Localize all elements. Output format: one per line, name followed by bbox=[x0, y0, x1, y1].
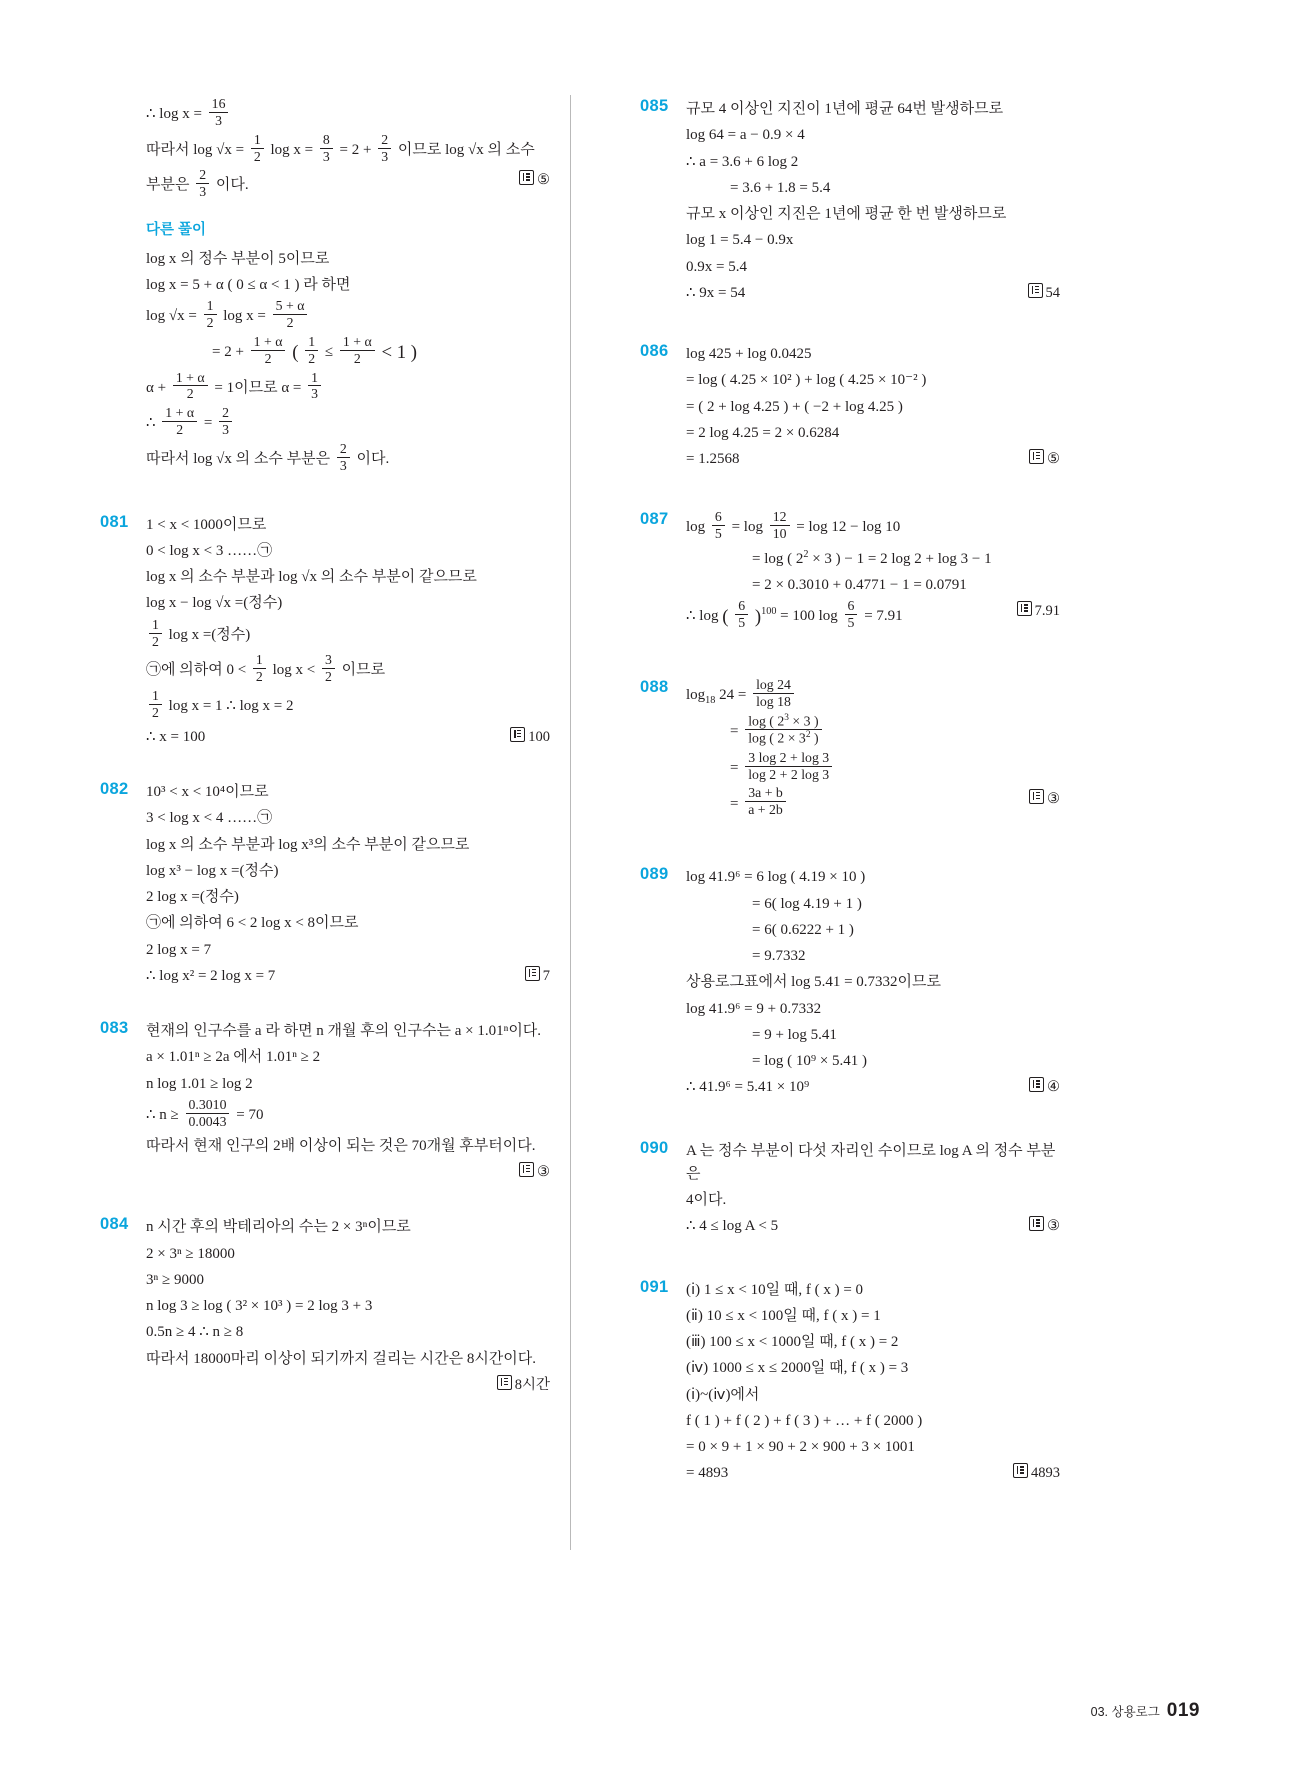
fraction: $\frac{1 + \alpha}{2}$ bbox=[251, 334, 286, 367]
solution-body bbox=[686, 340, 1060, 474]
sol-line: 4이다. bbox=[686, 1192, 727, 1208]
fraction: $\frac{1 + \alpha}{2}$ bbox=[173, 370, 208, 403]
answer-mark: 7 bbox=[525, 965, 550, 987]
sol-line: $\frac{1}{2}$ log x =(정수) bbox=[146, 619, 550, 652]
sol-line: = log ( 4.25 × 10² ) + log ( 4.25 × 10⁻² ) bbox=[686, 372, 927, 389]
two-column-layout bbox=[100, 95, 1200, 1615]
sol-line: = 6( log 4.19 + 1 ) bbox=[752, 895, 862, 912]
solution-091 bbox=[640, 1276, 1060, 1489]
sol-line: ㉠에 의하여 0 < $\frac{1}{2}$ log x < $\frac{3}{2}$ 이므로 bbox=[146, 652, 386, 685]
fraction: $\frac{6}{5}$ bbox=[712, 509, 725, 542]
fraction: $\frac{16}{3}$ bbox=[209, 96, 229, 129]
answer-mark: 54 bbox=[1028, 282, 1061, 304]
fraction: $\frac{1}{2}$ bbox=[204, 298, 217, 331]
sol-line: n 시간 후의 박테리아의 수는 2 × 3ⁿ이므로 bbox=[146, 1219, 411, 1236]
continuation-line-1 bbox=[146, 95, 550, 131]
book-icon bbox=[1028, 283, 1043, 298]
alt-line-3: log √x = $\frac{1}{2}$ log x = $\frac{5 + \alpha}{2}$ bbox=[146, 300, 550, 333]
solution-085 bbox=[640, 95, 1060, 308]
solution-089 bbox=[640, 863, 1060, 1102]
sol-line: a × 1.01ⁿ ≥ 2a 에서 1.01ⁿ ≥ 2 bbox=[146, 1049, 321, 1066]
sol-line: $\log_{18} 24$ = $\frac{\log 24}{\log 18}$ bbox=[686, 679, 1060, 712]
solution-body bbox=[686, 676, 1060, 823]
alt-line-5: α + $\frac{1 + \alpha}{2}$ = 1이므로 α = $\frac{1}{3}$ bbox=[146, 372, 550, 405]
sol-line: 상용로그표에서 log 5.41 = 0.7332이므로 bbox=[686, 974, 942, 991]
sol-line: 7.91 ∴ log ( $\frac{6}{5}$ )$^{100}$ = 100 log $\frac{6}{5}$ = 7.91 bbox=[686, 598, 1060, 631]
solution-087 bbox=[640, 508, 1060, 636]
book-icon bbox=[510, 727, 525, 742]
sol-line: log x³ − log x =(정수) bbox=[146, 862, 279, 879]
sol-line: = log ( 10⁹ × 5.41 ) bbox=[752, 1053, 868, 1069]
sol-line: = log ( $2^2 \times 3$ ) − 1 = 2 log 2 + log 3 − 1 bbox=[752, 548, 992, 567]
sol-line: (ⅰ)~(ⅳ)에서 bbox=[686, 1386, 760, 1403]
book-icon bbox=[525, 966, 540, 981]
fraction: $\frac{2}{3}$ bbox=[337, 441, 350, 474]
sol-line: ③ ∴ 4 ≤ log A < 5 bbox=[686, 1215, 1060, 1238]
sol-line: 0.9x = 5.4 bbox=[686, 258, 747, 275]
sol-line: = ( 2 + log 4.25 ) + ( −2 + log 4.25 ) bbox=[686, 398, 903, 415]
fraction: $\frac{3 \log 2 + \log 3}{\log 2 + 2 \log 3}$ bbox=[745, 750, 832, 783]
sol-line: log x 의 소수 부분과 log √x 의 소수 부분이 같으므로 bbox=[146, 569, 477, 586]
sol-line: 2 log x = 7 bbox=[146, 941, 212, 958]
solution-088 bbox=[640, 676, 1060, 823]
continuation-num-placeholder bbox=[100, 95, 146, 97]
sol-line: 따라서 18000마리 이상이 되기까지 걸리는 시간은 8시간이다. bbox=[146, 1350, 537, 1367]
solution-body bbox=[686, 95, 1060, 308]
problem-number: 083 bbox=[100, 1019, 129, 1038]
sol-line: = $\frac{\log ( 2^3 \times 3 )}{\log ( 2 \times 3^2 )}$ bbox=[686, 715, 1060, 749]
right-column bbox=[580, 95, 1060, 1615]
sol-line: log $\frac{6}{5}$ = log $\frac{12}{10}$ = log 12 − log 10 bbox=[686, 509, 901, 542]
solution-090 bbox=[640, 1137, 1060, 1242]
alt-line-4: = 2 + $\frac{1 + \alpha}{2}$ ( $\frac{1}{2}$ ≤ $\frac{1 + \alpha}{2}$ < 1 ) bbox=[212, 333, 418, 366]
sol-line: = 6( 0.6222 + 1 ) bbox=[752, 921, 854, 938]
page-footer bbox=[1091, 1700, 1200, 1722]
solution-body bbox=[146, 1017, 550, 1183]
fraction: $\frac{1}{2}$ bbox=[305, 334, 318, 367]
fraction: $\frac{1}{2}$ bbox=[251, 132, 264, 165]
sol-line: = 2 × 0.3010 + 0.4771 − 1 = 0.0791 bbox=[752, 577, 967, 594]
solution-body bbox=[686, 863, 1060, 1102]
sol-line: = 9.7332 bbox=[752, 948, 806, 964]
sol-line: (ⅳ) 1000 ≤ x ≤ 2000일 때, f ( x ) = 3 bbox=[686, 1360, 909, 1377]
sol-line: 2 × 3ⁿ ≥ 18000 bbox=[146, 1245, 235, 1262]
book-icon bbox=[519, 1162, 534, 1177]
fraction: $\frac{6}{5}$ bbox=[735, 598, 748, 631]
sol-line: ⑤ = 1.2568 bbox=[686, 448, 1060, 471]
fraction: $\frac{5 + \alpha}{2}$ bbox=[273, 298, 308, 331]
answer-mark: ③ bbox=[146, 1161, 550, 1183]
sol-line: ∴ a = 3.6 + 6 log 2 bbox=[686, 153, 799, 170]
sol-line: 1 < x < 1000이므로 bbox=[146, 516, 267, 533]
fraction: $\frac{\log ( 2^3 \times 3 )}{\log ( 2 \times 3^2 )}$ bbox=[745, 713, 821, 747]
sol-line: 100 ∴ x = 100 bbox=[146, 726, 550, 749]
fraction: $\frac{6}{5}$ bbox=[845, 598, 858, 631]
sol-line: n log 3 ≥ log ( 3² × 10³ ) = 2 log 3 + 3 bbox=[146, 1298, 373, 1315]
sol-line: = 0 × 9 + 1 × 90 + 2 × 900 + 3 × 1001 bbox=[686, 1439, 915, 1455]
column-divider bbox=[570, 95, 571, 1550]
sol-line: 현재의 인구수를 a 라 하면 n 개월 후의 인구수는 a × 1.01ⁿ이다. bbox=[146, 1023, 542, 1040]
continuation-block bbox=[100, 95, 550, 479]
sol-line: log 41.9⁶ = 6 log ( 4.19 × 10 ) bbox=[686, 869, 866, 886]
sol-line: 2 log x =(정수) bbox=[146, 889, 239, 906]
alt-line-2: log x = 5 + α ( 0 ≤ α < 1 ) 라 하면 bbox=[146, 276, 351, 293]
sol-line: 10³ < x < 10⁴이므로 bbox=[146, 784, 269, 801]
sol-line: 7 ∴ log x² = 2 log x = 7 bbox=[146, 965, 550, 988]
left-column bbox=[100, 95, 580, 1615]
alternate-solution-heading: 다른 풀이 bbox=[146, 222, 207, 239]
fraction: $\frac{2}{3}$ bbox=[219, 405, 232, 438]
sol-line: f ( 1 ) + f ( 2 ) + f ( 3 ) + … + f ( 2000 ) bbox=[686, 1412, 923, 1429]
fraction: $\frac{1}{2}$ bbox=[253, 652, 266, 685]
fraction: $\frac{3}{2}$ bbox=[322, 652, 335, 685]
sol-line: A 는 정수 부분이 다섯 자리인 수이므로 log A 의 정수 부분은 bbox=[686, 1142, 1056, 1182]
sol-line: 0 < log x < 3 ……㉠ bbox=[146, 542, 273, 559]
answer-mark: 8시간 bbox=[146, 1374, 550, 1396]
sol-line: ∴ n ≥ $\frac{0.3010}{0.0043}$ = 70 bbox=[146, 1096, 264, 1129]
sol-line: 0.5n ≥ 4 ∴ n ≥ 8 bbox=[146, 1324, 244, 1341]
problem-number: 089 bbox=[640, 865, 669, 884]
sol-line: (ⅲ) 100 ≤ x < 1000일 때, f ( x ) = 2 bbox=[686, 1334, 899, 1350]
sol-line: log x 의 소수 부분과 log x³의 소수 부분이 같으므로 bbox=[146, 836, 470, 853]
continuation-line-2: 따라서 log √x = $\frac{1}{2}$ log x = $\frac{8}{3}$ = 2 + $\frac{2}{3}$ 이므로 log √x 의 소수 bbox=[146, 131, 535, 164]
continuation-line-3: ⑤ 부분은 $\frac{2}{3}$ 이다. bbox=[146, 167, 550, 200]
book-icon bbox=[497, 1375, 512, 1390]
book-icon bbox=[1029, 789, 1044, 804]
sol-line: (ⅰ) 1 ≤ x < 10일 때, f ( x ) = 0 bbox=[686, 1281, 864, 1298]
solution-086 bbox=[640, 340, 1060, 474]
problem-number: 087 bbox=[640, 510, 669, 529]
sol-line: 규모 4 이상인 지진이 1년에 평균 64번 발생하므로 bbox=[686, 101, 1004, 117]
alt-line-1: log x 의 정수 부분이 5이므로 bbox=[146, 250, 330, 267]
fraction: $\frac{8}{3}$ bbox=[320, 132, 333, 165]
sol-line: 규모 x 이상인 지진은 1년에 평균 한 번 발생하므로 bbox=[686, 206, 1007, 222]
fraction: $\frac{1 + \alpha}{2}$ bbox=[162, 405, 197, 438]
footer-chapter: 03. 상용로그 bbox=[1090, 1705, 1160, 1719]
problem-number: 088 bbox=[640, 678, 669, 697]
sol-line: = 9 + log 5.41 bbox=[752, 1026, 837, 1043]
book-icon bbox=[1029, 1216, 1044, 1231]
continuation-body bbox=[146, 95, 550, 479]
answer-mark: 4893 bbox=[1013, 1462, 1060, 1484]
book-icon bbox=[1029, 1077, 1044, 1092]
problem-number: 081 bbox=[100, 512, 129, 531]
text: ∴ log x = bbox=[146, 105, 202, 122]
solution-084 bbox=[100, 1213, 550, 1396]
sol-line: log 41.9⁶ = 9 + 0.7332 bbox=[686, 1000, 822, 1017]
sol-line: log 64 = a − 0.9 × 4 bbox=[686, 127, 805, 144]
fraction: $\frac{2}{3}$ bbox=[378, 132, 391, 165]
fraction: $\frac{1 + \alpha}{2}$ bbox=[340, 334, 375, 367]
fraction: $\frac{3a + b}{a + 2b}$ bbox=[745, 785, 786, 818]
sol-line: = 2 log 4.25 = 2 × 0.6284 bbox=[686, 424, 840, 441]
alt-line-7: 따라서 log √x 의 소수 부분은 $\frac{2}{3}$ 이다. bbox=[146, 440, 390, 473]
problem-number: 091 bbox=[640, 1277, 669, 1296]
sol-line: log 1 = 5.4 − 0.9x bbox=[686, 232, 794, 249]
sol-line: ④ ∴ 41.9⁶ = 5.41 × 10⁹ bbox=[686, 1076, 1060, 1099]
sol-line: $\frac{1}{2}$ log x = 1 ∴ log x = 2 bbox=[146, 690, 550, 723]
answer-mark: 100 bbox=[510, 726, 550, 748]
answer-mark: 7.91 bbox=[1017, 600, 1060, 622]
sol-line: log x − log √x =(정수) bbox=[146, 595, 283, 612]
solution-body bbox=[146, 1213, 550, 1396]
sol-line: 따라서 현재 인구의 2배 이상이 되는 것은 70개월 후부터이다. bbox=[146, 1137, 536, 1154]
answer-mark: ⑤ bbox=[519, 169, 550, 191]
fraction: $\frac{\log 24}{\log 18}$ bbox=[753, 677, 794, 710]
fraction: $\frac{2}{3}$ bbox=[196, 167, 209, 200]
page-number: 019 bbox=[1166, 1700, 1200, 1721]
answer-mark: ③ bbox=[1029, 1215, 1060, 1237]
solution-082 bbox=[100, 778, 550, 991]
sol-line: = 3.6 + 1.8 = 5.4 bbox=[730, 179, 831, 196]
solution-body bbox=[146, 778, 550, 991]
sol-line: (ⅱ) 10 ≤ x < 100일 때, f ( x ) = 1 bbox=[686, 1307, 881, 1324]
solution-body bbox=[686, 1137, 1060, 1242]
fraction: $\frac{1}{2}$ bbox=[149, 688, 162, 721]
fraction: $\frac{12}{10}$ bbox=[770, 509, 790, 542]
sol-line: = $\frac{3 \log 2 + \log 3}{\log 2 + 2 \log 3}$ bbox=[686, 752, 1060, 785]
solution-body bbox=[686, 508, 1060, 636]
sol-line: 54 ∴ 9x = 54 bbox=[686, 282, 1060, 305]
problem-number: 082 bbox=[100, 780, 129, 799]
book-icon bbox=[519, 170, 534, 185]
sol-line: log 425 + log 0.0425 bbox=[686, 346, 812, 362]
problem-number: 084 bbox=[100, 1215, 129, 1234]
answer-mark: ⑤ bbox=[1029, 448, 1060, 470]
sol-line: ③ = $\frac{3a + b}{a + 2b}$ bbox=[730, 785, 1060, 818]
answer-mark: ③ bbox=[1029, 788, 1060, 810]
book-icon bbox=[1029, 449, 1044, 464]
fraction: $\frac{1}{3}$ bbox=[308, 370, 321, 403]
sol-line: 4893 = 4893 bbox=[686, 1462, 1060, 1485]
sol-line: n log 1.01 ≥ log 2 bbox=[146, 1075, 253, 1092]
sol-line: 3 < log x < 4 ……㉠ bbox=[146, 810, 273, 827]
book-icon bbox=[1013, 1463, 1028, 1478]
fraction: $\frac{0.3010}{0.0043}$ bbox=[186, 1097, 230, 1130]
sol-line: ㉠에 의하여 6 < 2 log x < 8이므로 bbox=[146, 915, 359, 932]
problem-number: 085 bbox=[640, 97, 669, 115]
answer-mark: ④ bbox=[1029, 1076, 1060, 1098]
solution-body bbox=[686, 1276, 1060, 1489]
solution-body bbox=[146, 511, 550, 752]
problem-number: 090 bbox=[640, 1138, 669, 1157]
problem-number: 086 bbox=[640, 342, 669, 360]
sol-line: 3ⁿ ≥ 9000 bbox=[146, 1271, 204, 1288]
solution-081 bbox=[100, 511, 550, 752]
alt-line-6: ∴ $\frac{1 + \alpha}{2}$ = $\frac{2}{3}$ bbox=[146, 407, 550, 440]
fraction: $\frac{1}{2}$ bbox=[149, 617, 162, 650]
book-icon bbox=[1017, 601, 1032, 616]
solution-083 bbox=[100, 1017, 550, 1183]
